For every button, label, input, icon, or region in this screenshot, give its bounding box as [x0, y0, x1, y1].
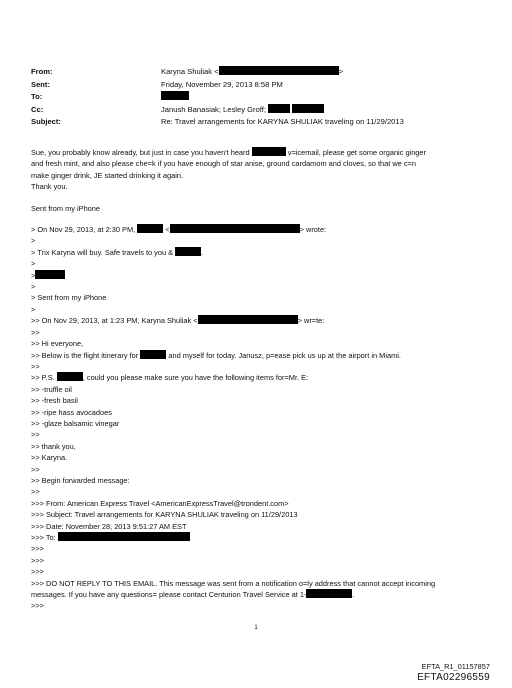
quote-line: >>: [31, 361, 40, 371]
email-body: [31, 147, 491, 612]
redaction: [268, 104, 290, 113]
page-number: 1: [254, 625, 258, 631]
quote-line: [31, 532, 491, 543]
text: v=icemail, please get some organic ginger: [287, 148, 426, 157]
quote-line: >>: [31, 464, 40, 474]
body-line: Thank you.: [31, 182, 68, 192]
quote-line: > Sent from my iPhone: [31, 293, 107, 303]
cc-label: Cc:: [31, 104, 44, 114]
text: > On Nov 29, 2013, at 2:30 PM,: [31, 225, 136, 235]
quote-line: [31, 270, 491, 281]
quote-line: >>> From: American Express Travel <AmericanExpressTravel@trondent.com>: [31, 498, 289, 508]
redaction: [306, 589, 355, 600]
text: > wr=te:: [297, 316, 325, 326]
text: .: [352, 590, 355, 600]
redaction: [252, 147, 286, 156]
to-value: [161, 91, 189, 104]
body-line: [31, 147, 491, 158]
quote-line: >>: [31, 430, 40, 440]
text: > Tnx Karyna will buy. Safe travels to you &: [31, 247, 174, 257]
header-from-row: [31, 66, 404, 79]
redaction: [198, 315, 298, 324]
text: >> Below is the flight itinerary for: [31, 350, 139, 360]
text: <: [165, 225, 170, 235]
quote-line: [31, 224, 491, 235]
text: > wrote:: [299, 225, 327, 235]
cc-names: Janush Banasiak; Lesley Groff;: [161, 104, 266, 114]
email-header: [31, 66, 404, 129]
quote-line: >: [31, 259, 36, 269]
redaction: [137, 224, 163, 233]
body-line: and fresh mint, and also please che=k if you have enough of star anise, ground cardamom and cloves, so that we c=n: [31, 159, 416, 169]
from-name: Karyna Shuliak <: [161, 67, 219, 76]
quote-line: [31, 315, 491, 326]
quote-line: >: [31, 282, 36, 292]
redaction: [58, 532, 190, 541]
subject-value: Re: Travel arrangements for KARYNA SHULIAK traveling on 11/29/2013: [161, 117, 404, 127]
text: messages. If you have any questions= please contact Centurion Travel Service at 1-: [31, 590, 307, 600]
quote-line: >>: [31, 487, 40, 497]
quote-line: >>> Date: November 28, 2013 9:51:27 AM EST: [31, 521, 187, 531]
quote-line: >: [31, 304, 36, 314]
footer-id-2: EFTA02296559: [417, 672, 490, 683]
list-item: >> -glaze balsamic vinegar: [31, 418, 120, 428]
redaction: [57, 372, 83, 381]
quote-line: [31, 372, 491, 383]
header-subject-row: [31, 116, 404, 129]
quote-line: >> Begin forwarded message:: [31, 475, 130, 485]
quote-line: >>> Subject: Travel arrangements for KARYNA SHULIAK traveling on 11/29/2013: [31, 510, 298, 520]
text: >>> To:: [31, 533, 56, 542]
redaction: [219, 66, 339, 75]
quote-line: >: [31, 236, 36, 246]
cc-value: [161, 104, 324, 117]
quote-line: [31, 350, 491, 361]
text: Sue, you probably know already, but just in case you haven't heard: [31, 148, 250, 157]
spacer: [31, 193, 491, 203]
quote-line: [31, 247, 491, 258]
redaction: [292, 104, 324, 113]
quote-line: [31, 589, 491, 600]
spacer: [31, 214, 491, 224]
quote-line: >>>: [31, 544, 44, 554]
header-cc-row: [31, 104, 404, 117]
text: >> On Nov 29, 2013, at 1:23 PM, Karyna Shuliak <: [31, 316, 198, 326]
redaction: [35, 270, 65, 279]
quote-line: >>>: [31, 567, 44, 577]
text: >> P.S.: [31, 373, 55, 383]
quote-line: >> Karyna.: [31, 453, 68, 463]
redaction: [175, 247, 204, 257]
quote-line: >>>: [31, 601, 44, 611]
quote-line: >> thank you,: [31, 441, 76, 451]
header-to-row: [31, 91, 404, 104]
sent-label: Sent:: [31, 79, 50, 89]
from-tail: >: [338, 67, 344, 76]
sent-value: Friday, November 29, 2013 8:58 PM: [161, 79, 283, 89]
to-label: To:: [31, 92, 43, 102]
quote-line: >>>: [31, 555, 44, 565]
text: >: [31, 270, 36, 280]
redaction: [161, 91, 189, 100]
body-line: make ginger drink, JE started drinking it again.: [31, 170, 183, 180]
from-value: [161, 66, 343, 79]
list-item: >> -ripe hass avocadoes: [31, 407, 112, 417]
redaction: [140, 350, 166, 359]
text: and myself for today. Janusz, p=ease pick us up at the airport in Miami.: [168, 350, 401, 360]
quote-line: >>: [31, 327, 40, 337]
list-item: >> -truffle oil: [31, 384, 72, 394]
redaction: [170, 224, 300, 233]
footer-id-1: EFTA_R1_01157857: [421, 662, 490, 671]
text: , could you please make sure you have the following items for=Mr. E:: [82, 373, 309, 383]
from-label: From:: [31, 67, 53, 76]
list-item: >> -fresh basil: [31, 396, 78, 406]
header-sent-row: [31, 79, 404, 92]
quote-line: >>> DO NOT REPLY TO THIS EMAIL. This message was sent from a notification o=ly address that cannot accept incoming: [31, 578, 436, 588]
quote-line: >> Hi everyone,: [31, 339, 84, 349]
text: .: [201, 247, 204, 257]
signature: Sent from my iPhone: [31, 203, 101, 213]
subject-label: Subject:: [31, 117, 61, 127]
